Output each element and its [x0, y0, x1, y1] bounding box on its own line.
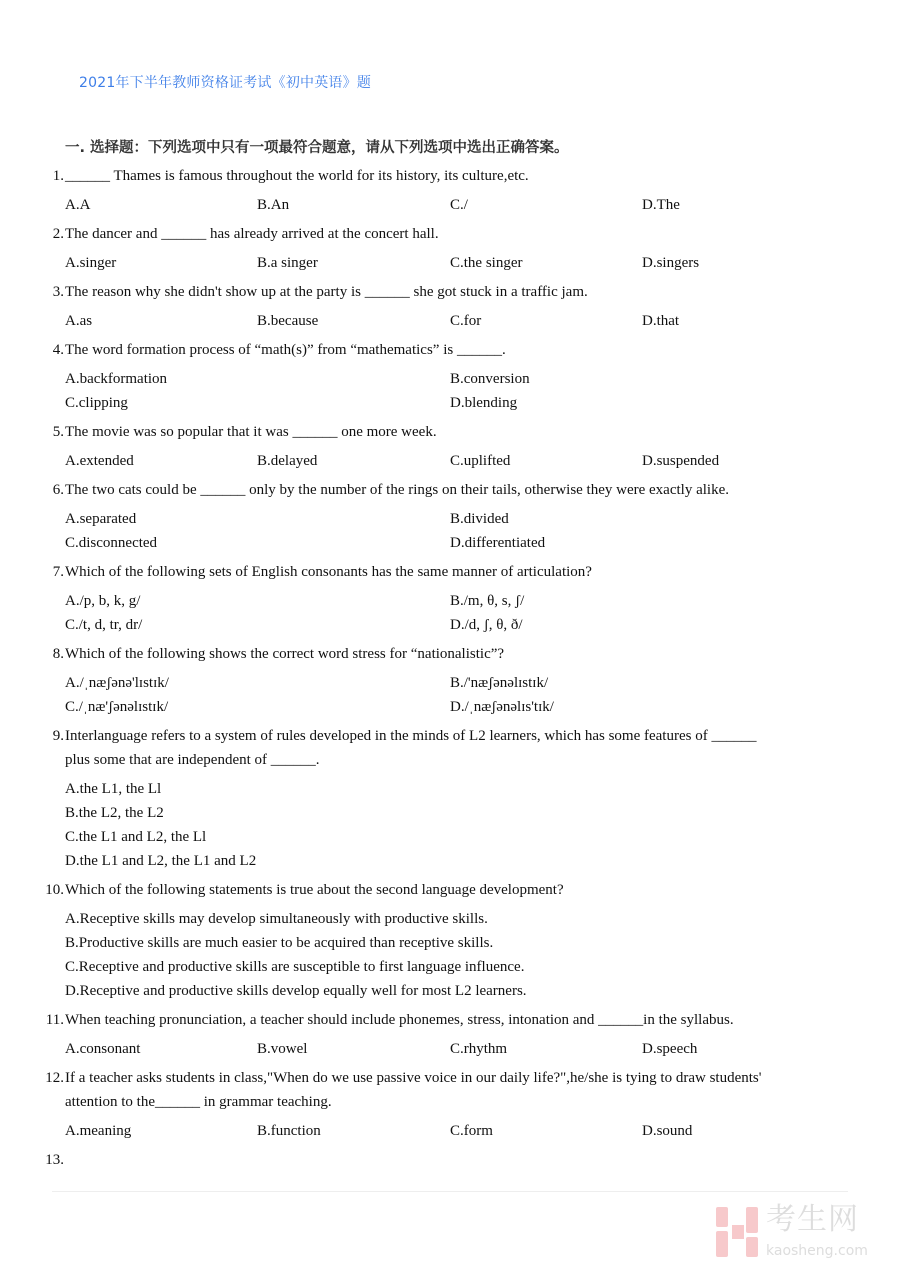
question-text [0, 878, 855, 902]
question-text [0, 724, 855, 748]
question-line: plus some that are independent of ______. [65, 752, 320, 768]
answer-option[interactable]: B.delayed [257, 453, 318, 469]
answer-option[interactable]: B./m, θ, s, ʃ/ [450, 593, 525, 609]
question-number: 10. [45, 882, 64, 898]
logo-url: kaosheng.com [766, 1243, 868, 1259]
question-text [0, 280, 855, 304]
footer-divider [52, 1191, 848, 1192]
answer-option[interactable]: D./d, ʃ, θ, ð/ [450, 617, 523, 633]
answer-option[interactable]: B.a singer [257, 255, 318, 271]
answer-option[interactable]: A.singer [65, 255, 117, 271]
question-text [0, 642, 855, 666]
answer-option[interactable]: B.An [257, 197, 290, 213]
question-item [0, 1008, 900, 1061]
answer-option[interactable]: A.separated [65, 511, 137, 527]
kaosheng-logo [716, 1203, 891, 1265]
answer-option[interactable]: C.rhythm [450, 1041, 508, 1057]
question-line: The two cats could be ______ only by the number of the rings on their tails, otherwise they were exactly alike. [65, 482, 729, 498]
answer-options [0, 907, 900, 1003]
answer-options [0, 251, 900, 275]
section-heading: 一. 选择题：下列选项中只有一项最符合题意，请从下列选项中选出正确答案。 [65, 140, 569, 156]
question-line: The dancer and ______ has already arrived at the concert hall. [65, 226, 439, 242]
answer-options [0, 1037, 900, 1061]
answer-option[interactable]: D.sound [642, 1123, 693, 1139]
answer-option[interactable]: D.blending [450, 395, 518, 411]
answer-option[interactable]: A.the L1, the Ll [65, 781, 162, 797]
answer-option[interactable]: C.Receptive and productive skills are susceptible to first language influence. [65, 959, 525, 975]
question-line: The word formation process of “math(s)” from “mathematics” is ______. [65, 342, 506, 358]
question-line: The movie was so popular that it was ______ one more week. [65, 424, 437, 440]
question-number: 4. [52, 342, 64, 358]
question-text [0, 1008, 855, 1032]
question-text [0, 164, 855, 188]
answer-option[interactable]: A.meaning [65, 1123, 132, 1139]
answer-option[interactable]: A.as [65, 313, 93, 329]
question-number: 5. [52, 424, 64, 440]
answer-option[interactable]: C.form [450, 1123, 493, 1139]
answer-option[interactable]: A.consonant [65, 1041, 141, 1057]
question-line: When teaching pronunciation, a teacher should include phonemes, stress, intonation and ______in the syllabus. [65, 1012, 734, 1028]
answer-option[interactable]: D.the L1 and L2, the L1 and L2 [65, 853, 257, 869]
question-item [0, 280, 900, 333]
answer-option[interactable]: C./t, d, tr, dr/ [65, 617, 143, 633]
answer-option[interactable]: C.uplifted [450, 453, 511, 469]
answer-option[interactable]: B.conversion [450, 371, 530, 387]
answer-options [0, 671, 900, 719]
question-line: The reason why she didn't show up at the party is ______ she got stuck in a traffic jam. [65, 284, 588, 300]
answer-option[interactable]: B.because [257, 313, 319, 329]
question-line: If a teacher asks students in class,"When do we use passive voice in our daily life?",he/she is tying to draw students' [65, 1070, 762, 1086]
answer-option[interactable]: C.the singer [450, 255, 523, 271]
question-text [0, 420, 855, 444]
question-number: 12. [45, 1070, 64, 1086]
answer-option[interactable]: C.for [450, 313, 482, 329]
question-number: 13. [45, 1152, 64, 1168]
question-item [0, 164, 900, 217]
answer-option[interactable]: C.disconnected [65, 535, 158, 551]
logo-name: 考生网 [766, 1203, 859, 1237]
answer-option[interactable]: D.singers [642, 255, 700, 271]
answer-option[interactable]: B.divided [450, 511, 509, 527]
question-line: ______ Thames is famous throughout the world for its history, its culture,etc. [65, 168, 529, 184]
question-item [0, 338, 900, 415]
question-item [0, 560, 900, 637]
answer-option[interactable]: A.Receptive skills may develop simultaneously with productive skills. [65, 911, 488, 927]
answer-options [0, 777, 900, 873]
answer-options [0, 367, 900, 415]
question-item [0, 222, 900, 275]
answer-option[interactable]: D.The [642, 197, 680, 213]
answer-option[interactable]: B.Productive skills are much easier to be acquired than receptive skills. [65, 935, 494, 951]
question-item [0, 478, 900, 555]
question-text [0, 1066, 855, 1090]
answer-options [0, 193, 900, 217]
question-number: 7. [52, 564, 64, 580]
answer-option[interactable]: D.that [642, 313, 680, 329]
answer-option[interactable]: C./ˌnæ'ʃənəlɪstɪk/ [65, 699, 169, 715]
question-number: 11. [45, 1012, 64, 1028]
answer-option[interactable]: B.function [257, 1123, 321, 1139]
answer-options [0, 589, 900, 637]
answer-option[interactable]: A.backformation [65, 371, 168, 387]
answer-option[interactable]: A./ˌnæʃənə'lɪstɪk/ [65, 675, 169, 691]
answer-option[interactable]: B.the L2, the L2 [65, 805, 164, 821]
answer-option[interactable]: D.suspended [642, 453, 720, 469]
answer-option[interactable]: C.the L1 and L2, the Ll [65, 829, 207, 845]
answer-option[interactable]: A.A [65, 197, 91, 213]
question-number: 8. [52, 646, 64, 662]
question-item [0, 642, 900, 719]
question-text [0, 338, 855, 362]
question-item [0, 724, 900, 873]
question-text [0, 560, 855, 584]
question-line: Interlanguage refers to a system of rules developed in the minds of L2 learners, which has some features of ______ [65, 728, 757, 744]
question-text [0, 1090, 855, 1114]
answer-option[interactable]: D.Receptive and productive skills develop equally well for most L2 learners. [65, 983, 527, 999]
answer-option[interactable]: B.vowel [257, 1041, 308, 1057]
answer-option[interactable]: D.speech [642, 1041, 698, 1057]
question-line: Which of the following sets of English consonants has the same manner of articulation? [65, 564, 592, 580]
question-item [0, 1066, 900, 1143]
answer-options [0, 507, 900, 555]
question-line: Which of the following shows the correct word stress for “nationalistic”? [65, 646, 505, 662]
answer-option[interactable]: C./ [450, 197, 468, 213]
answer-options [0, 1119, 900, 1143]
question-number: 2. [52, 226, 64, 242]
answer-options [0, 309, 900, 333]
answer-option[interactable]: A./p, b, k, g/ [65, 593, 141, 609]
question-text [0, 748, 855, 772]
question-text [0, 478, 855, 502]
answer-option[interactable]: A.extended [65, 453, 134, 469]
question-item [0, 420, 900, 473]
answer-options [0, 449, 900, 473]
question-list [0, 164, 900, 1168]
question-text [0, 222, 855, 246]
document-title: 2021年下半年教师资格证考试《初中英语》题 [79, 75, 372, 91]
answer-option[interactable]: D./ˌnæʃənəlɪs'tɪk/ [450, 699, 554, 715]
answer-option[interactable]: D.differentiated [450, 535, 546, 551]
question-number: 6. [52, 482, 64, 498]
question-number: 9. [52, 728, 64, 744]
answer-option[interactable]: C.clipping [65, 395, 128, 411]
answer-option[interactable]: B./'næʃənəlɪstɪk/ [450, 675, 549, 691]
question-number: 3. [52, 284, 64, 300]
logo-mark-icon [716, 1207, 760, 1257]
question-number: 1. [52, 168, 64, 184]
question-line: attention to the______ in grammar teaching. [65, 1094, 332, 1110]
question-item [0, 878, 900, 1003]
question-line: Which of the following statements is true about the second language development? [65, 882, 564, 898]
